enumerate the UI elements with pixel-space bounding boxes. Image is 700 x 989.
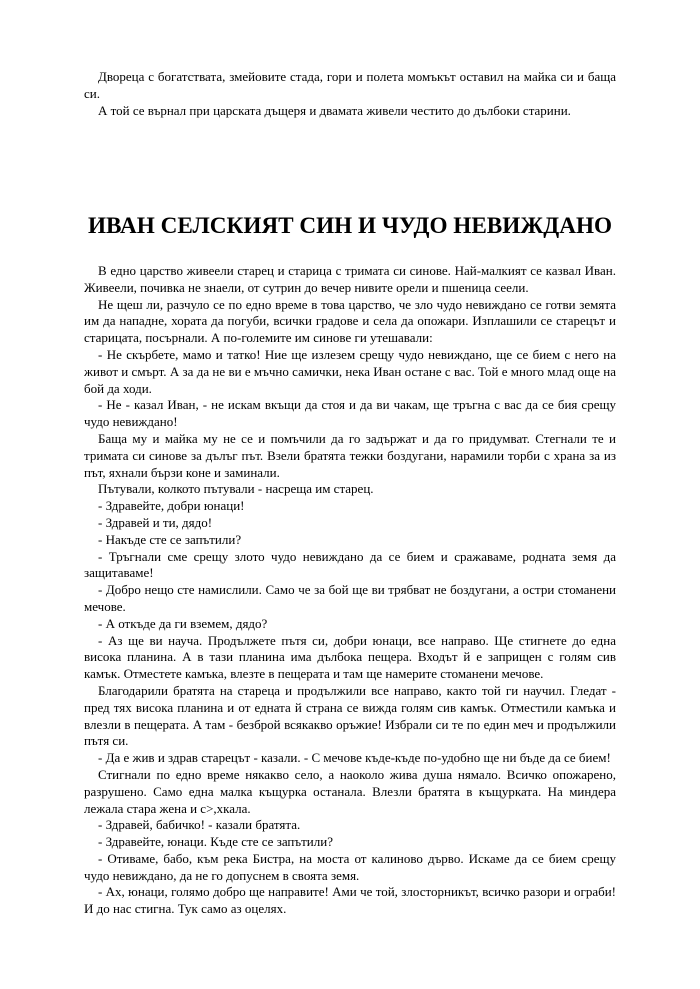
paragraph: Не щеш ли, разчуло се по едно време в това царство, че зло чудо невиждано се готви земята им да нападне, хората да погуби, всички градове и села да опожари. Изплашили се старецът и старицата, посърнали. А по-големите им синове ги утешавали: (84, 296, 616, 346)
paragraph: - Добро нещо сте намислили. Само че за бой ще ви трябват не боздугани, а остри стоманени мечове. (84, 582, 616, 614)
paragraph: - Не - казал Иван, - не искам вкъщи да стоя и да ви чакам, ще тръгна с вас да се бия срещу чудо невиждано! (84, 397, 616, 430)
paragraph: - Ах, юнаци, голямо добро ще направите! Ами че той, злосторникът, всичко разори и ограби! И до нас стигна. Тук само аз оцелях. (84, 884, 616, 917)
paragraph: - Здравейте, юнаци. Къде сте се запътили? (98, 834, 333, 850)
intro-text (84, 69, 616, 119)
paragraph: Стигнали по едно време някакво село, а наоколо жива душа нямало. Всичко опожарено, разрушено. Само една малка къщурка останала. Влезли братята в къщурката. На миндера лежала стара жена и с>,хкала. (84, 766, 616, 816)
paragraph: - Отиваме, бабо, към река Бистра, на моста от калиново дърво. Искаме да се бием срещу чудо невиждано, да не го допуснем в своята земя. (84, 850, 616, 883)
paragraph: Благодарили братята на стареца и продължили все направо, както той ги научил. Гледат - пред тях висока планина и от едната й страна се вижда голям сив камък. Отместили камъка и влезли в пещерата. А там - безброй всякакво оръжие! Избрали си те по един меч и продължили пътя си. (84, 682, 616, 749)
paragraph: Баща му и майка му не се и помъчили да го задържат и да го придумват. Стегнали те и тримата си синове за дълъг път. Взели братята тежки боздугани, нарамили торби с храна за из път, яхнали бързи коне и заминали. (84, 430, 616, 480)
story-title: ИВАН СЕЛСКИЯТ СИН И ЧУДО НЕВИЖДАНО (87, 213, 613, 239)
paragraph: Пътували, колкото пътували - насреща им старец. (98, 481, 374, 497)
paragraph: - Накъде сте се запътили? (98, 531, 242, 547)
paragraph: - Здравей, бабичко! - казали братята. (98, 817, 301, 833)
paragraph: - Не скърбете, мамо и татко! Ние ще излезем срещу чудо невиждано, ще се бием с него на живот и смърт. А за да не ви е мъчно самички, нека Иван остане с вас. Той е много млад още на бой да ходи. (84, 346, 616, 396)
paragraph: - Аз ще ви науча. Продължете пътя си, добри юнаци, все направо. Ще стигнете до една висока планина. А в тази планина има дълбока пещера. Входът й е заприщен с голям сив камък. Отместете камъка, влезте в пещерата и там ще намерите стоманени мечове. (84, 632, 616, 682)
story-body (84, 263, 616, 918)
paragraph: В едно царство живеели старец и старица с тримата си синове. Най-малкият се казвал Иван. Живеели, почивка не знаели, от сутрин до вечер нивите орели и пшеница сеели. (84, 263, 616, 295)
intro-paragraph: А той се върнал при царската дъщеря и двамата живели честито до дълбоки старини. (98, 102, 571, 118)
paragraph: - Тръгнали сме срещу злото чудо невиждано да се бием и сражаваме, родната земя да защитаваме! (84, 548, 616, 581)
paragraph: - Да е жив и здрав старецът - казали. - С мечове къде-къде по-удобно ще ни бъде да се бием! (98, 750, 611, 766)
paragraph: - Здравейте, добри юнаци! (98, 498, 245, 514)
intro-paragraph: Двореца с богатствата, змейовите стада, гори и полета момъкът оставил на майка си и баща си. (84, 69, 616, 101)
paragraph: - Здравей и ти, дядо! (98, 514, 213, 530)
paragraph: - А откъде да ги вземем, дядо? (98, 615, 268, 631)
